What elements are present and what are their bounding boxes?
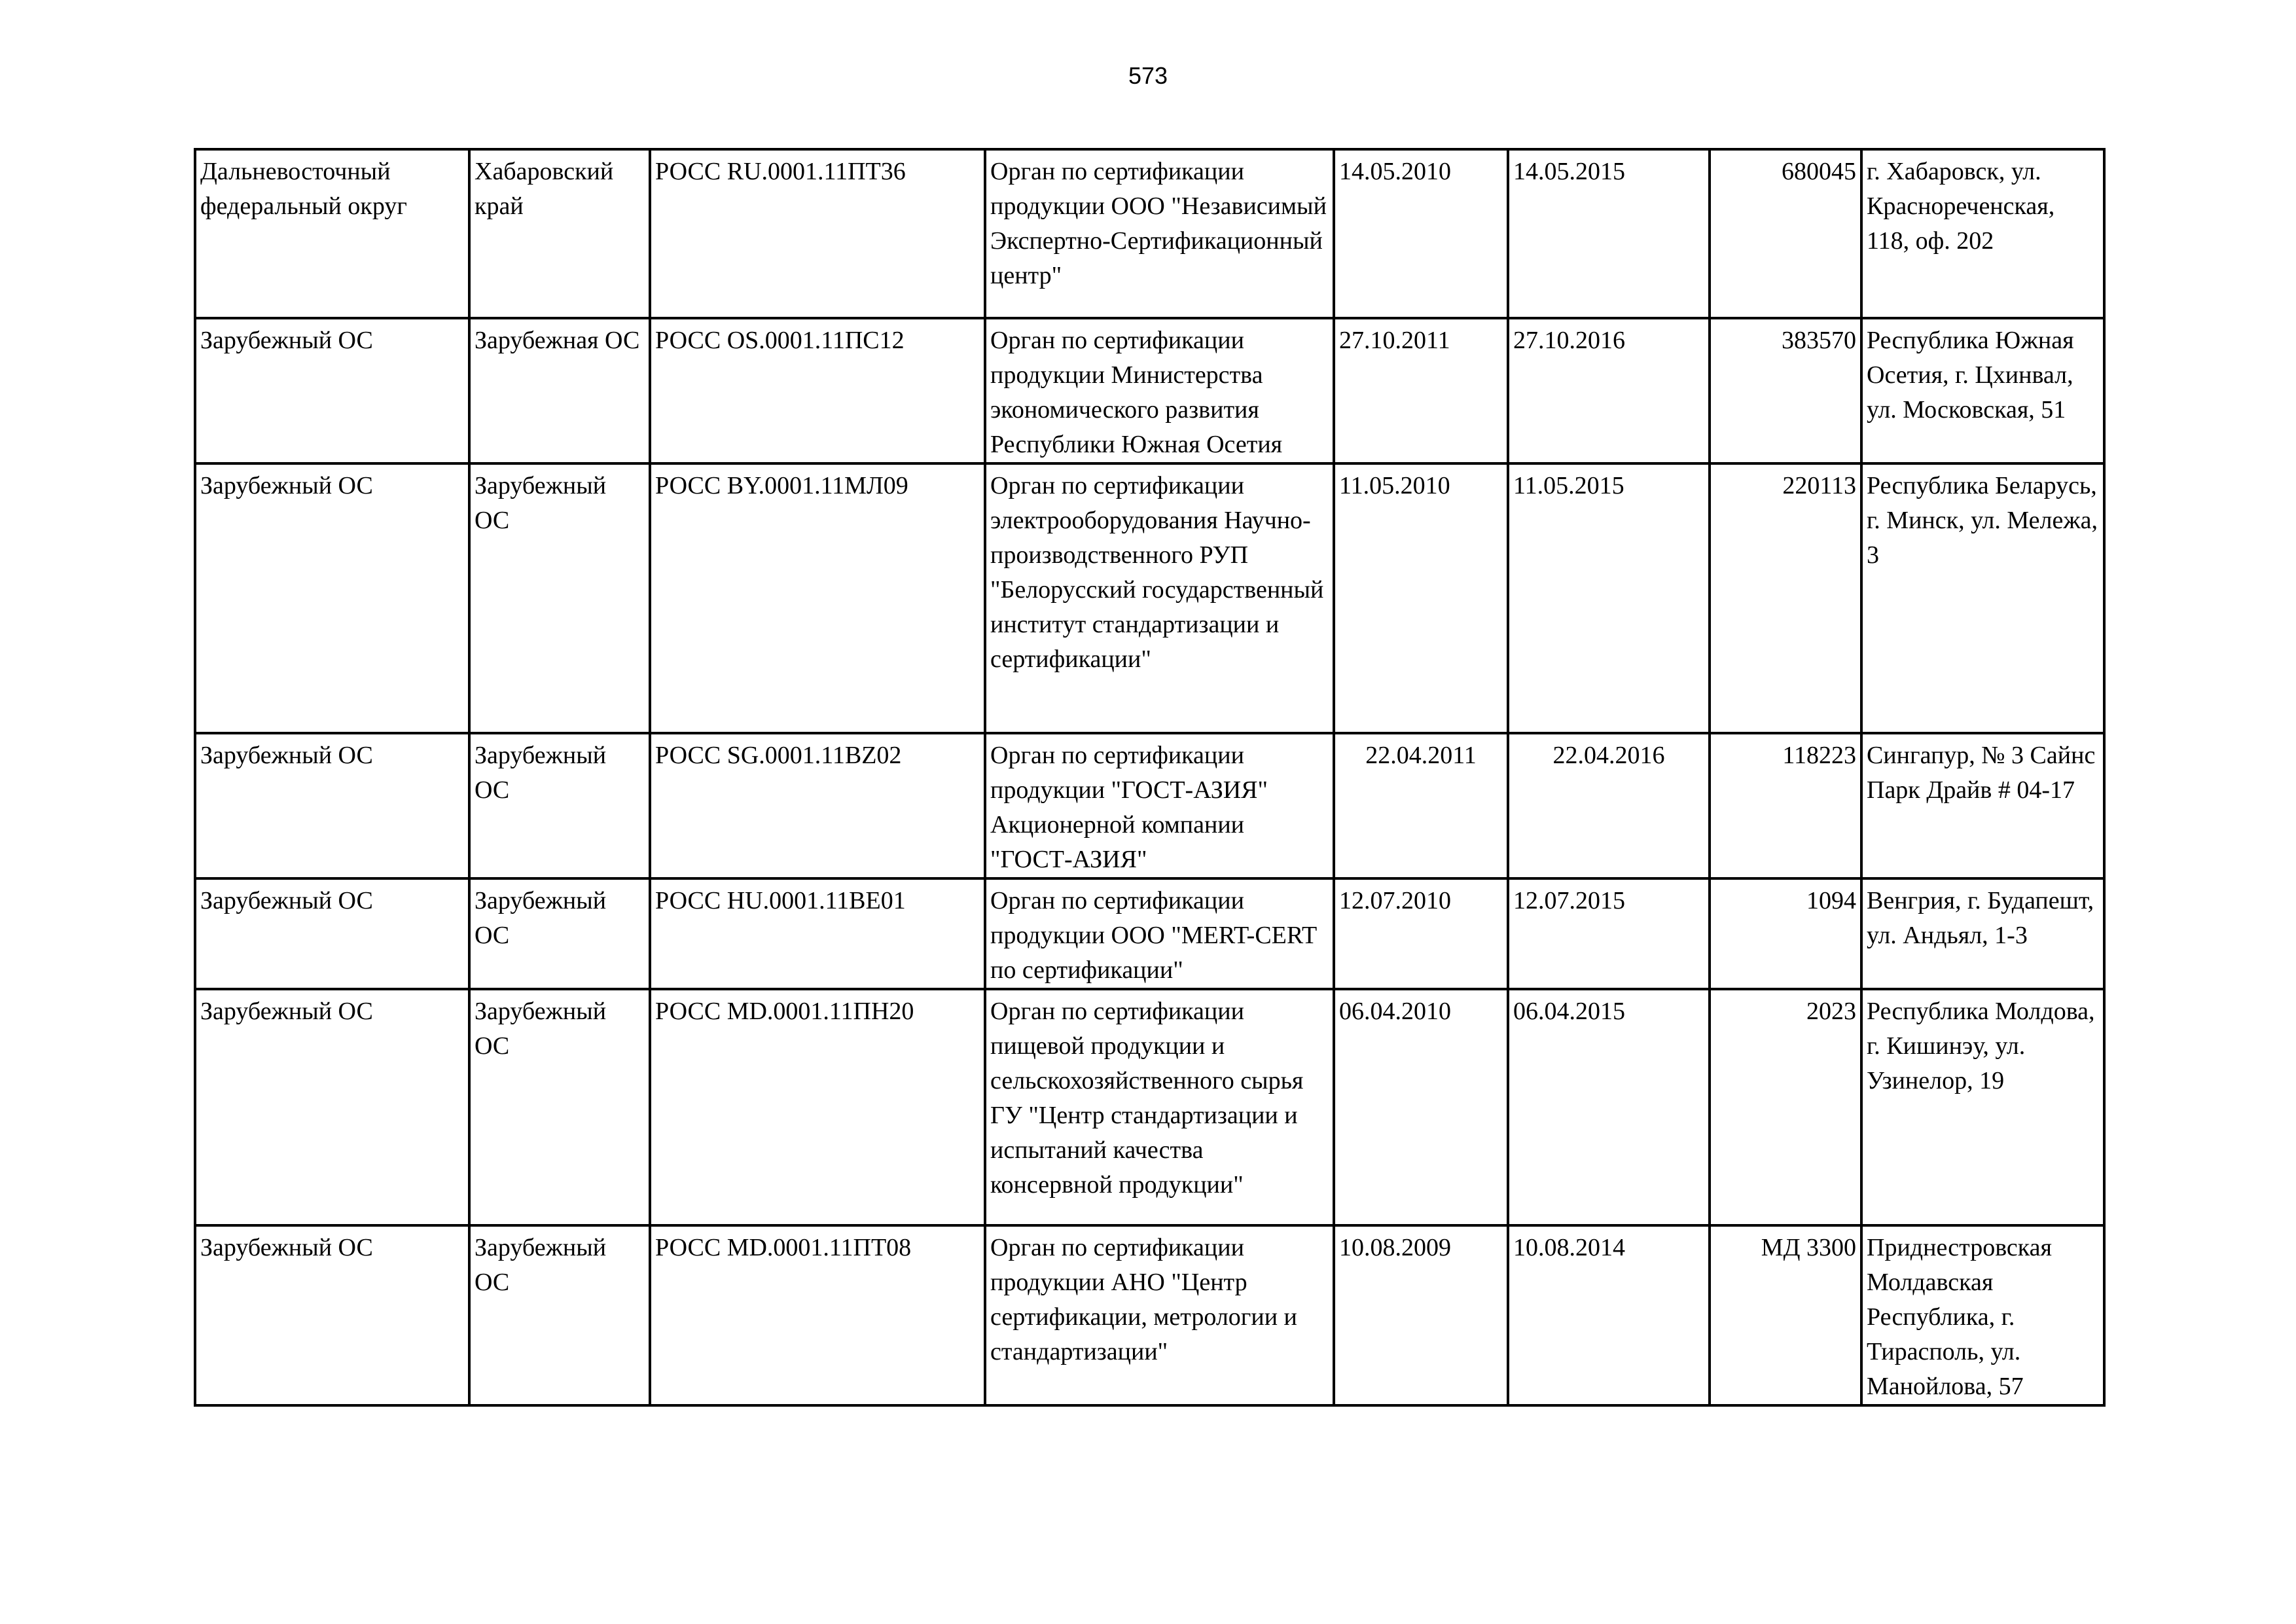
- address-cell: Венгрия, г. Будапешт, ул. Андьял, 1-3: [1861, 878, 2104, 989]
- region-cell: Зарубежный ОС: [469, 878, 650, 989]
- address-cell: Республика Южная Осетия, г. Цхинвал, ул. Московская, 51: [1861, 318, 2104, 463]
- date-end-cell: 22.04.2016: [1508, 733, 1710, 878]
- district-cell: Зарубежный ОС: [195, 318, 469, 463]
- address-cell: Приднестровская Молдавская Республика, г. Тирасполь, ул. Манойлова, 57: [1861, 1225, 2104, 1405]
- table-row: [195, 318, 2104, 463]
- postcode-cell: 2023: [1710, 989, 1861, 1225]
- region-cell: Хабаровский край: [469, 149, 650, 318]
- reg-number-cell: РОСС RU.0001.11ПТ36: [650, 149, 985, 318]
- postcode-cell: 118223: [1710, 733, 1861, 878]
- date-start-cell: 22.04.2011: [1334, 733, 1508, 878]
- date-end-cell: 10.08.2014: [1508, 1225, 1710, 1405]
- region-cell: Зарубежный ОС: [469, 989, 650, 1225]
- date-end-cell: 12.07.2015: [1508, 878, 1710, 989]
- district-cell: Зарубежный ОС: [195, 733, 469, 878]
- organization-name-cell: Орган по сертификации продукции ООО "MERT-CERT по сертификации": [985, 878, 1334, 989]
- address-cell: Республика Молдова, г. Кишинэу, ул. Узинелор, 19: [1861, 989, 2104, 1225]
- address-cell: Сингапур, № 3 Сайнс Парк Драйв # 04-17: [1861, 733, 2104, 878]
- date-end-cell: 14.05.2015: [1508, 149, 1710, 318]
- region-cell: Зарубежный ОС: [469, 733, 650, 878]
- postcode-cell: 383570: [1710, 318, 1861, 463]
- organization-name-cell: Орган по сертификации продукции "ГОСТ-АЗИЯ" Акционерной компании "ГОСТ-АЗИЯ": [985, 733, 1334, 878]
- date-start-cell: 12.07.2010: [1334, 878, 1508, 989]
- organization-name-cell: Орган по сертификации электрооборудования Научно-производственного РУП "Белорусский государственный институт стандартизации и сертификации": [985, 463, 1334, 733]
- reg-number-cell: РОСС OS.0001.11ПС12: [650, 318, 985, 463]
- reg-number-cell: РОСС BY.0001.11МЛ09: [650, 463, 985, 733]
- table-row: [195, 149, 2104, 318]
- certification-bodies-table: [194, 148, 2106, 1407]
- district-cell: Дальневосточный федеральный округ: [195, 149, 469, 318]
- date-start-cell: 27.10.2011: [1334, 318, 1508, 463]
- date-end-cell: 06.04.2015: [1508, 989, 1710, 1225]
- date-start-cell: 06.04.2010: [1334, 989, 1508, 1225]
- table-row: [195, 989, 2104, 1225]
- organization-name-cell: Орган по сертификации продукции АНО "Центр сертификации, метрологии и стандартизации": [985, 1225, 1334, 1405]
- postcode-cell: 1094: [1710, 878, 1861, 989]
- region-cell: Зарубежный ОС: [469, 463, 650, 733]
- table-row: [195, 1225, 2104, 1405]
- table-row: [195, 733, 2104, 878]
- date-end-cell: 11.05.2015: [1508, 463, 1710, 733]
- district-cell: Зарубежный ОС: [195, 989, 469, 1225]
- postcode-cell: 220113: [1710, 463, 1861, 733]
- district-cell: Зарубежный ОС: [195, 463, 469, 733]
- region-cell: Зарубежный ОС: [469, 1225, 650, 1405]
- address-cell: г. Хабаровск, ул. Краснореченская, 118, оф. 202: [1861, 149, 2104, 318]
- reg-number-cell: РОСС SG.0001.11BZ02: [650, 733, 985, 878]
- page-number: 573: [1128, 62, 1168, 89]
- district-cell: Зарубежный ОС: [195, 878, 469, 989]
- table-row: [195, 878, 2104, 989]
- date-start-cell: 11.05.2010: [1334, 463, 1508, 733]
- organization-name-cell: Орган по сертификации продукции Министерства экономического развития Республики Южная Осетия: [985, 318, 1334, 463]
- postcode-cell: МД 3300: [1710, 1225, 1861, 1405]
- reg-number-cell: РОСС MD.0001.11ПН20: [650, 989, 985, 1225]
- date-end-cell: 27.10.2016: [1508, 318, 1710, 463]
- address-cell: Республика Беларусь, г. Минск, ул. Мележа, 3: [1861, 463, 2104, 733]
- region-cell: Зарубежная ОС: [469, 318, 650, 463]
- reg-number-cell: РОСС HU.0001.11BE01: [650, 878, 985, 989]
- date-start-cell: 10.08.2009: [1334, 1225, 1508, 1405]
- district-cell: Зарубежный ОС: [195, 1225, 469, 1405]
- organization-name-cell: Орган по сертификации пищевой продукции и сельскохозяйственного сырья ГУ "Центр стандартизации и испытаний качества консервной продукции": [985, 989, 1334, 1225]
- date-start-cell: 14.05.2010: [1334, 149, 1508, 318]
- reg-number-cell: РОСС MD.0001.11ПТ08: [650, 1225, 985, 1405]
- table-row: [195, 463, 2104, 733]
- organization-name-cell: Орган по сертификации продукции ООО "Независимый Экспертно-Сертификационный центр": [985, 149, 1334, 318]
- postcode-cell: 680045: [1710, 149, 1861, 318]
